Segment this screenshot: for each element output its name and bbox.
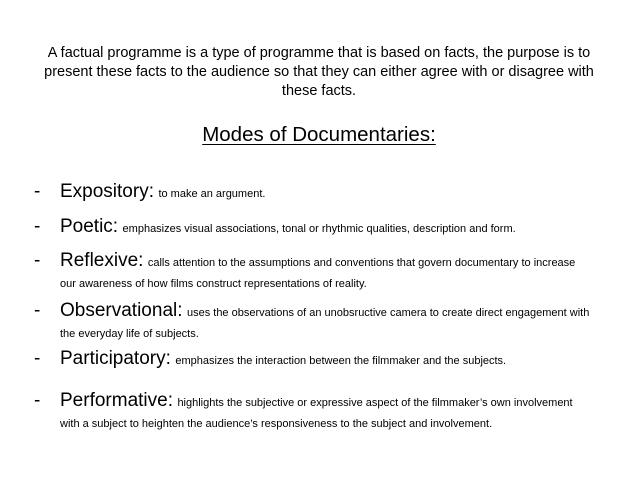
bullet-dash: - — [34, 250, 41, 271]
bullet-dash: - — [34, 216, 41, 237]
mode-item-reflexive — [34, 250, 594, 294]
mode-description: emphasizes the interaction between the filmmaker and the subjects. — [175, 355, 507, 367]
bullet-dash: - — [34, 181, 41, 202]
bullet-dash: - — [34, 300, 41, 321]
bullet-dash: - — [34, 348, 41, 369]
mode-item-performative — [34, 390, 594, 434]
mode-description: highlights the subjective or expressive aspect of the filmmaker’s own involvement with a subject to heighten the audience’s responsiveness to the subject and involvement. — [60, 397, 573, 430]
mode-item-expository — [34, 181, 594, 204]
mode-term: Reflexive: — [60, 250, 144, 271]
mode-item-poetic — [34, 216, 594, 239]
mode-description: calls attention to the assumptions and conventions that govern documentary to increase our awareness of how films construct representations of reality. — [60, 257, 576, 290]
mode-term: Observational: — [60, 300, 183, 321]
mode-term: Poetic: — [60, 216, 119, 237]
mode-description: uses the observations of an unobsructive camera to create direct engagement with the everyday life of subjects. — [60, 307, 590, 340]
mode-description: to make an argument. — [158, 188, 266, 200]
slide-heading: Modes of Documentaries: — [202, 123, 436, 146]
mode-term: Expository: — [60, 181, 154, 202]
mode-term: Performative: — [60, 390, 173, 411]
mode-term: Participatory: — [60, 348, 171, 369]
bullet-dash: - — [34, 390, 41, 411]
mode-item-participatory — [34, 348, 594, 371]
mode-description: emphasizes visual associations, tonal or rhythmic qualities, description and form. — [122, 223, 516, 235]
intro-paragraph: A factual programme is a type of programme that is based on facts, the purpose is to present these facts to the audience so that they can either agree with or disagree with these facts. — [44, 45, 594, 99]
mode-item-observational — [34, 300, 594, 344]
